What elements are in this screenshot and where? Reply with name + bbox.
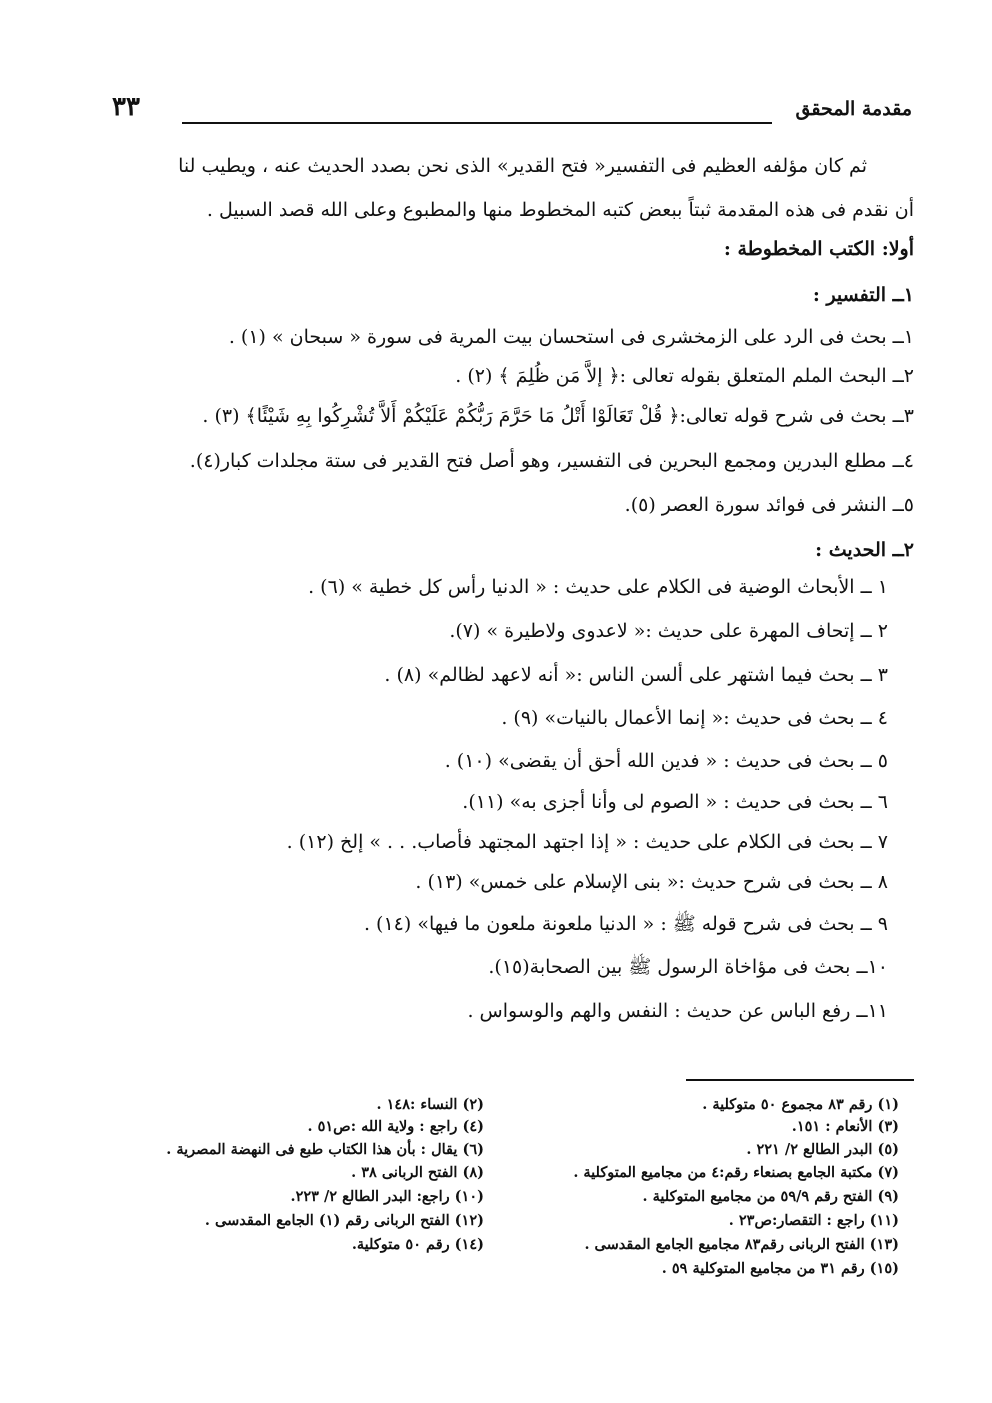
section-title: أولا: الكتب المخطوطة : bbox=[723, 238, 914, 260]
list-item: ٨ ــ بحث فى شرح حديث :« بنى الإسلام على خمس» (١٣) . bbox=[415, 871, 888, 893]
footnote: (٤) راجع : ولاية الله :ص٥١ . bbox=[307, 1118, 484, 1135]
running-title: مقدمة المحقق bbox=[795, 98, 912, 120]
list-item: ٩ ــ بحث فى شرح قوله ﷺ : « الدنيا ملعونة ملعون ما فيها» (١٤) . bbox=[363, 913, 888, 935]
footnote: (٥) البدر الطالع ٢/ ٢٢١ . bbox=[746, 1141, 899, 1158]
footnote: (١٢) الفتح الربانى رقم (١) الجامع المقدسى . bbox=[204, 1212, 484, 1229]
list-item: ٣ ــ بحث فيما اشتهر على ألسن الناس :« أنه لاعهد لظالم» (٨) . bbox=[384, 664, 888, 686]
list-item: ١ــ بحث فى الرد على الزمخشرى فى استحسان بيت المرية فى سورة « سبحان » (١) . bbox=[228, 326, 914, 348]
footnote: (٩) الفتح رقم ٥٩/٩ من مجاميع المتوكلية . bbox=[642, 1188, 899, 1205]
footnote: (٧) مكتبة الجامع بصنعاء رقم:٤ من مجاميع المتوكلية . bbox=[573, 1164, 899, 1181]
list-item: ١٠ــ بحث فى مؤاخاة الرسول ﷺ بين الصحابة(١٥). bbox=[488, 956, 888, 978]
list-item: ١١ــ رفع الباس عن حديث : النفس والهم والوسواس . bbox=[467, 1000, 888, 1022]
footnote: (١٥) رقم ٣١ من مجاميع المتوكلية ٥٩ . bbox=[661, 1260, 899, 1277]
footnote: (٦) يقال : بأن هذا الكتاب طبع فى النهضة المصرية . bbox=[166, 1141, 484, 1158]
list-item: ٥ــ النشر فى فوائد سورة العصر (٥). bbox=[624, 494, 914, 516]
footnote: (١٣) الفتح الربانى رقم٨٣ مجاميع الجامع المقدسى . bbox=[584, 1236, 899, 1253]
footnote: (١١) راجع : التقصار:ص٢٣ . bbox=[728, 1212, 899, 1229]
footnote: (٣) الأنعام : ١٥١. bbox=[791, 1118, 899, 1135]
list-item: ١ ــ الأبحاث الوضية فى الكلام على حديث : « الدنيا رأس كل خطية » (٦) . bbox=[308, 576, 888, 598]
subsection-heading-hadith: ٢ــ الحديث : bbox=[815, 539, 914, 561]
footnote-rule bbox=[686, 1079, 914, 1081]
list-item: ٤ــ مطلع البدرين ومجمع البحرين فى التفسير، وهو أصل فتح القدير فى ستة مجلدات كبار(٤). bbox=[189, 450, 914, 472]
intro-line: أن نقدم فى هذه المقدمة ثبتاً ببعض كتبه المخطوط منها والمطبوع وعلى الله قصد السبيل . bbox=[206, 199, 914, 221]
list-item: ٧ ــ بحث فى الكلام على حديث : « إذا اجتهد المجتهد فأصاب. . . » إلخ (١٢) . bbox=[286, 831, 888, 853]
list-item: ٣ــ بحث فى شرح قوله تعالى:﴿ قُلْ تَعَالَوْا أَتْلُ مَا حَرَّمَ رَبُّكُمْ عَلَيْكُمْ أَلاَّ تُشْرِكُوا بِهِ شَيْئًا﴾ (٣) . bbox=[202, 405, 914, 427]
list-item: ٥ ــ بحث فى حديث : « فدين الله أحق أن يقضى» (١٠) . bbox=[444, 750, 888, 772]
intro-line: ثم كان مؤلفه العظيم فى التفسير« فتح القدير» الذى نحن بصدد الحديث عنه ، ويطيب لنا bbox=[178, 155, 867, 177]
footnote: (١) رقم ٨٣ مجموع ٥٠ متوكلية . bbox=[702, 1096, 899, 1113]
list-item: ٢ــ البحث الملم المتعلق بقوله تعالى :﴿ إلاَّ مَن ظُلِمَ ﴾ (٢) . bbox=[455, 365, 914, 387]
list-item: ٤ ــ بحث فى حديث :« إنما الأعمال بالنيات» (٩) . bbox=[501, 707, 888, 729]
footnote: (٢) النساء :١٤٨ . bbox=[376, 1096, 484, 1113]
page-header bbox=[112, 92, 912, 138]
footnote: (٨) الفتح الربانى ٣٨ . bbox=[351, 1164, 484, 1181]
footnote: (١٠) راجع: البدر الطالع ٢/ ٢٢٣. bbox=[290, 1188, 484, 1205]
footnote: (١٤) رقم ٥٠ متوكلية. bbox=[351, 1236, 484, 1253]
header-rule bbox=[182, 122, 772, 124]
page-number: ٣٣ bbox=[112, 92, 140, 122]
list-item: ٦ ــ بحث فى حديث : « الصوم لى وأنا أجزى به» (١١). bbox=[462, 791, 888, 813]
subsection-heading-tafsir: ١ــ التفسير : bbox=[812, 284, 914, 306]
list-item: ٢ ــ إتحاف المهرة على حديث :« لاعدوى ولاطيرة » (٧). bbox=[449, 620, 888, 642]
